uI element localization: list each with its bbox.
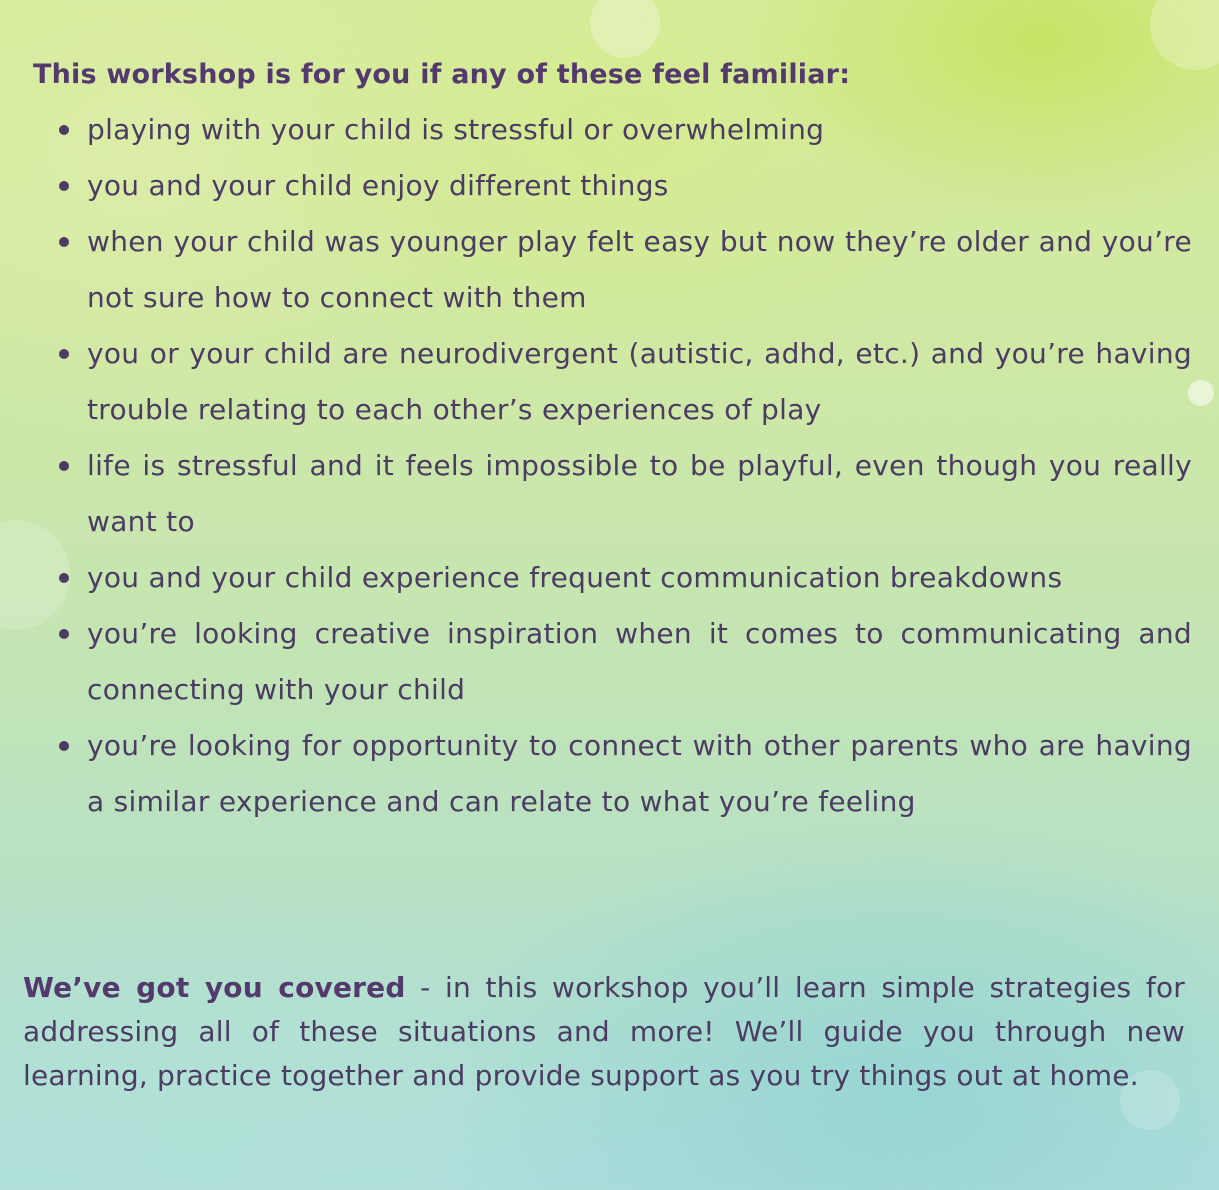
bullet-icon <box>59 181 69 191</box>
bullet-icon <box>59 237 69 247</box>
list-item-text: life is stressful and it feels impossible to be playful, even though you really want to <box>87 449 1192 538</box>
list-item <box>55 214 1192 326</box>
list-item <box>55 718 1192 830</box>
list-item-text: you’re looking creative inspiration when it comes to communicating and connecting with your child <box>87 617 1192 706</box>
list-item-text: you and your child enjoy different things <box>87 169 669 202</box>
list-item <box>55 102 1192 158</box>
closing-text: - in this workshop you’ll learn simple strategies for addressing all of these situations and more! We’ll guide you through new learning, practice together and provide support as you try things out at home. <box>23 971 1185 1092</box>
list-item-text: playing with your child is stressful or overwhelming <box>87 113 825 146</box>
bullet-icon <box>59 125 69 135</box>
list-item-text: when your child was younger play felt easy but now they’re older and you’re not sure how to connect with them <box>87 225 1192 314</box>
bullet-icon <box>59 741 69 751</box>
closing-paragraph <box>23 966 1185 1098</box>
bullet-icon <box>59 349 69 359</box>
list-item-text: you and your child experience frequent communication breakdowns <box>87 561 1063 594</box>
intro-heading: This workshop is for you if any of these feel familiar: <box>33 59 851 90</box>
list-item-text: you or your child are neurodivergent (autistic, adhd, etc.) and you’re having trouble relating to each other’s experiences of play <box>87 337 1192 426</box>
bullet-icon <box>59 629 69 639</box>
list-item-text: you’re looking for opportunity to connect with other parents who are having a similar experience and can relate to what you’re feeling <box>87 729 1192 818</box>
bullet-icon <box>59 461 69 471</box>
list-item <box>55 550 1192 606</box>
bullet-icon <box>59 573 69 583</box>
background-bokeh <box>1150 0 1219 70</box>
list-item <box>55 326 1192 438</box>
list-item <box>55 158 1192 214</box>
background-bokeh <box>590 0 660 58</box>
list-item <box>55 438 1192 550</box>
familiar-situations-list <box>55 102 1192 830</box>
closing-emphasis: We’ve got you covered <box>23 971 406 1004</box>
list-item <box>55 606 1192 718</box>
